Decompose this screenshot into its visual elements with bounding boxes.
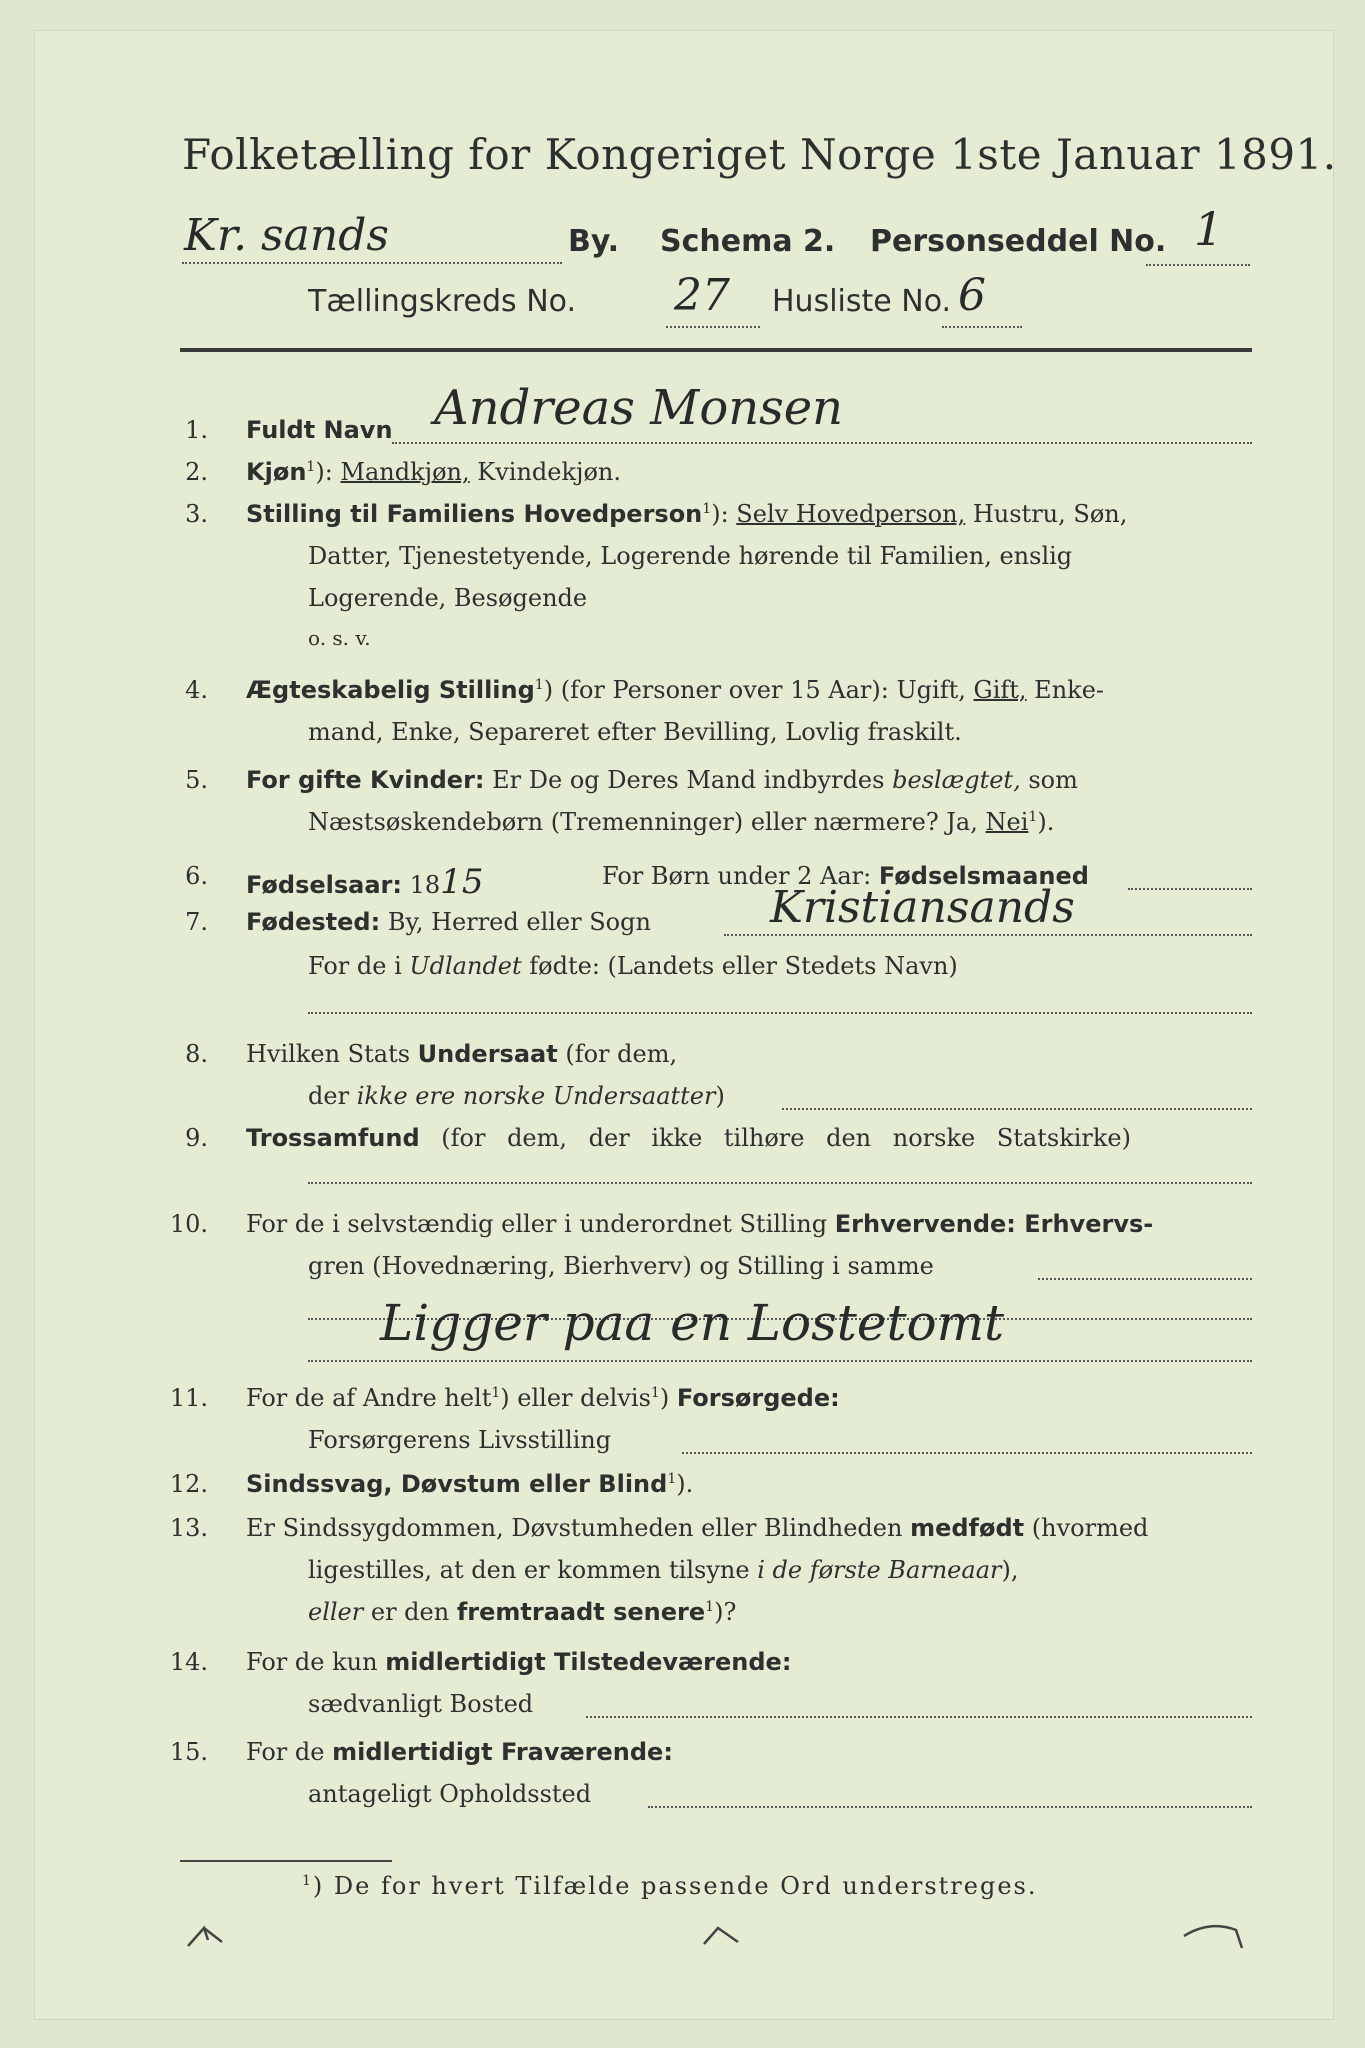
item-number-9: 9.: [185, 1124, 208, 1152]
item-number-8: 8.: [185, 1040, 208, 1068]
husliste-label: Husliste No.: [772, 284, 952, 319]
q3-sep: ):: [711, 500, 729, 528]
q6-label: Fødselsaar:: [246, 871, 402, 899]
item-number-1: 1.: [185, 416, 208, 444]
q2-option-mandkjon: Mandkjøn,: [340, 458, 470, 486]
q15-text: For de: [246, 1738, 325, 1766]
kreds-dotted-line: [666, 326, 760, 328]
q3-line2: Datter, Tjenestetyende, Logerende hørende til Familien, enslig: [308, 542, 1073, 570]
q5-line2a: Næstsøskendebørn (Tremenninger) eller nærmere? Ja,: [308, 808, 978, 836]
q13-text1: Er Sindssygdommen, Døvstumheden eller Blindheden: [246, 1514, 903, 1542]
item-number-4: 4.: [185, 676, 208, 704]
city-handwritten: Kr. sands: [184, 210, 389, 261]
q12-line: [246, 1470, 693, 1498]
kreds-label: Tællingskreds No.: [308, 284, 576, 319]
q9-text: (for dem, der ikke tilhøre den norske Statskirke): [441, 1124, 1131, 1152]
q7-dotted-line: [724, 934, 1252, 936]
q13-line2: [308, 1556, 1018, 1584]
q4-label: Ægteskabelig Stilling: [246, 676, 535, 704]
q4-line2: mand, Enke, Separeret efter Bevilling, Lovlig fraskilt.: [308, 718, 962, 746]
kreds-number: 27: [674, 270, 730, 321]
q4-text2: Enke-: [1034, 676, 1105, 704]
q11-text3: ): [659, 1384, 670, 1412]
q14-line2: sædvanligt Bosted: [308, 1690, 534, 1718]
q6-answer: 15: [440, 862, 484, 902]
q6-label2: Fødselsmaaned: [878, 862, 1089, 890]
q13-line1: [246, 1514, 1148, 1542]
q5-italic: beslægtet,: [892, 766, 1021, 794]
q7-italic: Udlandet: [409, 952, 522, 980]
q5-option-nei: Nei: [985, 808, 1029, 836]
q13-line3: [308, 1598, 736, 1626]
q13-line2b: ),: [1001, 1556, 1019, 1584]
q2-sep: ):: [315, 458, 333, 486]
q13-italic: i de første Barneaar: [757, 1556, 1002, 1584]
q11-sup2: 1: [650, 1385, 660, 1401]
q1-label: Fuldt Navn: [246, 416, 393, 444]
q5-end: ).: [1037, 808, 1055, 836]
q3-sup: 1: [702, 501, 712, 517]
q12-end: ).: [676, 1470, 694, 1498]
q6-prefix: 18: [409, 871, 441, 899]
q2-sup: 1: [306, 459, 316, 475]
item-number-15: 15.: [169, 1738, 208, 1766]
q9-dotted-line: [308, 1182, 1252, 1184]
q3-line4: o. s. v.: [308, 626, 371, 650]
q15-line2: antageligt Opholdssted: [308, 1780, 592, 1808]
q4-text1: ) (for Personer over 15 Aar): Ugift,: [543, 676, 966, 704]
q10-line1: [246, 1210, 1153, 1238]
q7-label: Fødested:: [246, 908, 381, 936]
husliste-number: 6: [958, 270, 986, 321]
item-number-6: 6.: [185, 862, 208, 890]
q8-text1: Hvilken Stats: [246, 1040, 411, 1068]
item-number-3: 3.: [185, 500, 208, 528]
q5-sup: 1: [1028, 809, 1038, 825]
q4-option-gift: Gift,: [973, 676, 1027, 704]
q11-dotted-line: [682, 1452, 1252, 1454]
personseddel-number: 1: [1194, 202, 1224, 256]
q14-dotted-line: [586, 1716, 1252, 1718]
q13-bold2: fremtraadt senere: [456, 1598, 706, 1626]
q8-dotted-line: [782, 1108, 1252, 1110]
q14-text: For de kun: [246, 1648, 378, 1676]
item-number-5: 5.: [185, 766, 208, 794]
q13-line2a: ligestilles, at den er kommen tilsyne: [308, 1556, 750, 1584]
q9-label: Trossamfund: [246, 1124, 420, 1152]
q8-bold: Undersaat: [417, 1040, 558, 1068]
footnote: [302, 1872, 1037, 1900]
q6-dotted-line: [1128, 888, 1252, 890]
q3-option-selv-hovedperson: Selv Hovedperson,: [736, 500, 966, 528]
footnote-text: ) De for hvert Tilfælde passende Ord understreges.: [312, 1872, 1038, 1900]
item-number-7: 7.: [185, 908, 208, 936]
q11-text1: For de af Andre helt: [246, 1384, 492, 1412]
item-number-13: 13.: [169, 1514, 208, 1542]
item-number-2: 2.: [185, 458, 208, 486]
q13-line3a: eller: [308, 1598, 364, 1626]
q15-dotted-line: [648, 1806, 1252, 1808]
q10-text1: For de i selvstændig eller i underordnet Stilling: [246, 1210, 828, 1238]
q13-sup: 1: [705, 1599, 715, 1615]
personseddel-dotted-line: [1146, 264, 1250, 266]
q8-line2: [308, 1082, 725, 1110]
q10-bold: Erhvervende: Erhvervs-: [834, 1210, 1154, 1238]
q7-line2b: fødte: (Landets eller Stedets Navn): [529, 952, 958, 980]
q3-line3: Logerende, Besøgende: [308, 584, 588, 612]
q3-rest1: Hustru, Søn,: [972, 500, 1128, 528]
q5-text1: Er De og Deres Mand indbyrdes: [492, 766, 885, 794]
personseddel-label: Personseddel No.: [870, 224, 1167, 259]
q13-bold: medfødt: [910, 1514, 1025, 1542]
q4-line1: [246, 676, 1104, 704]
q10-line2: gren (Hovednæring, Bierhverv) og Stilling i samme: [308, 1252, 934, 1280]
header-rule: [180, 348, 1252, 352]
q2-label: Kjøn: [246, 458, 307, 486]
q10-answer: Ligger paa en Lostetomt: [380, 1294, 1005, 1352]
q15-line1: [246, 1738, 673, 1766]
q13-end: )?: [714, 1598, 737, 1626]
q10-dotted-line: [1038, 1278, 1252, 1280]
item-number-14: 14.: [169, 1648, 208, 1676]
registration-mark-right: [1180, 1918, 1250, 1952]
item-number-10: 10.: [169, 1210, 208, 1238]
husliste-dotted-line: [942, 326, 1022, 328]
q3-label: Stilling til Familiens Hovedperson: [246, 500, 703, 528]
city-dotted-line: [182, 262, 562, 264]
q11-bold: Forsørgede:: [676, 1384, 840, 1412]
census-form-sheet: [34, 30, 1337, 2020]
q7-text: By, Herred eller Sogn: [387, 908, 651, 936]
q9-line: [246, 1124, 1131, 1152]
footnote-rule: [180, 1860, 392, 1862]
q14-line1: [246, 1648, 791, 1676]
registration-mark-left: [184, 1920, 228, 1950]
form-title: Folketælling for Kongeriget Norge 1ste Januar 1891.: [182, 130, 1337, 179]
q8-italic: ikke ere norske Undersaatter: [356, 1082, 716, 1110]
q11-line2: Forsørgerens Livsstilling: [308, 1426, 612, 1454]
item-number-11: 11.: [169, 1384, 208, 1412]
q12-bold: Sindssvag, Døvstum eller Blind: [246, 1470, 668, 1498]
q8-text2: (for dem,: [565, 1040, 678, 1068]
q12-sup: 1: [667, 1471, 677, 1487]
q10-dotted-line3: [308, 1360, 1252, 1362]
q15-bold: midlertidigt Fraværende:: [332, 1738, 673, 1766]
q6-text: For Børn under 2 Aar:: [602, 862, 872, 890]
item-number-12: 12.: [169, 1470, 208, 1498]
q5-text2: som: [1028, 766, 1078, 794]
q5-label: For gifte Kvinder:: [246, 766, 485, 794]
footnote-sup: 1: [302, 1873, 313, 1889]
q4-sup: 1: [534, 677, 544, 693]
q6-line: [246, 862, 483, 902]
q2-option-kvindekjon: Kvindekjøn.: [477, 458, 622, 486]
q7-dotted-line2: [308, 1012, 1252, 1014]
q1-answer: Andreas Monsen: [434, 380, 844, 436]
q3-line1: [246, 500, 1127, 528]
schema-label: Schema 2.: [660, 224, 836, 259]
q11-line1: [246, 1384, 840, 1412]
q7-line2: [308, 952, 958, 980]
q1-dotted-line: [392, 442, 1252, 444]
q7-line2a: For de i: [308, 952, 402, 980]
q7-line1: [246, 908, 651, 936]
q8-line1: [246, 1040, 677, 1068]
q11-text2: ) eller delvis: [500, 1384, 651, 1412]
city-suffix: By.: [568, 224, 620, 259]
q8-line2a: der: [308, 1082, 350, 1110]
q5-line2: [308, 808, 1054, 836]
q14-bold: midlertidigt Tilstedeværende:: [385, 1648, 792, 1676]
q5-line1: [246, 766, 1078, 794]
q11-sup1: 1: [491, 1385, 501, 1401]
q8-line2b: ): [715, 1082, 725, 1110]
q13-text2: (hvormed: [1031, 1514, 1149, 1542]
registration-mark-center: [700, 1920, 744, 1950]
q2-line: [246, 458, 621, 486]
q7-answer: Kristiansands: [770, 882, 1075, 933]
q13-line3b: er den: [370, 1598, 450, 1626]
